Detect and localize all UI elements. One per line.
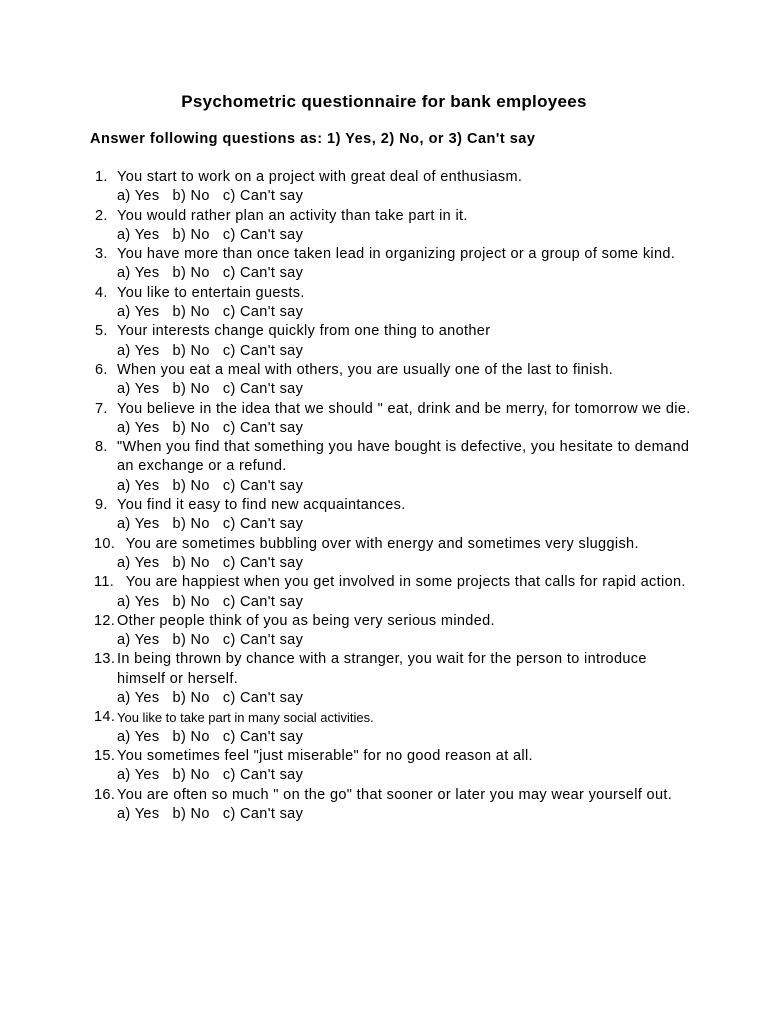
- question-item: [0, 400, 768, 439]
- question-number: 1.: [95, 169, 108, 185]
- answer-options: a) Yes b) No c) Can't say: [117, 767, 304, 784]
- question-number: 12.: [94, 612, 116, 629]
- question-text: You are often so much " on the go" that sooner or later you may wear yourself out.: [117, 786, 673, 803]
- question-text: You are happiest when you get involved in some projects that calls for rapid action.: [117, 574, 686, 591]
- question-text: You sometimes feel "just miserable" for no good reason at all.: [117, 747, 533, 764]
- question-item: [0, 207, 768, 246]
- question-item: [0, 168, 768, 207]
- answer-options: a) Yes b) No c) Can't say: [117, 342, 304, 359]
- question-item: [0, 284, 768, 323]
- answer-options: a) Yes b) No c) Can't say: [117, 419, 304, 436]
- question-text: You like to take part in many social activities.: [117, 710, 374, 726]
- question-number: 10.: [94, 535, 116, 552]
- question-text: You believe in the idea that we should " eat, drink and be merry, for tomorrow we die.: [117, 400, 691, 417]
- answer-options: a) Yes b) No c) Can't say: [117, 728, 304, 745]
- question-number: 11.: [94, 574, 115, 591]
- question-text: You find it easy to find new acquaintances.: [117, 497, 406, 514]
- question-number: 16.: [94, 786, 116, 803]
- question-item: [0, 438, 768, 496]
- question-list: [0, 168, 768, 824]
- question-item: [0, 322, 768, 361]
- question-number: 4.: [95, 284, 108, 301]
- answer-options: a) Yes b) No c) Can't say: [117, 690, 304, 707]
- question-text: You start to work on a project with great deal of enthusiasm.: [117, 169, 523, 185]
- question-text: Other people think of you as being very serious minded.: [117, 612, 495, 629]
- answer-options: a) Yes b) No c) Can't say: [117, 304, 304, 321]
- answer-options: a) Yes b) No c) Can't say: [117, 632, 304, 649]
- question-text: When you eat a meal with others, you are usually one of the last to finish.: [117, 361, 614, 378]
- question-number: 14.: [94, 709, 116, 726]
- question-number: 7.: [95, 400, 108, 417]
- answer-options: a) Yes b) No c) Can't say: [117, 226, 304, 243]
- question-number: 15.: [94, 747, 116, 764]
- question-item: [0, 573, 768, 612]
- answer-instruction: Answer following questions as: 1) Yes, 2) No, or 3) Can't say: [90, 131, 536, 147]
- question-item: [0, 708, 768, 747]
- question-number: 5.: [95, 323, 108, 340]
- question-number: 13.: [94, 651, 116, 668]
- question-item: [0, 650, 768, 708]
- question-text: You are sometimes bubbling over with energy and sometimes very sluggish.: [117, 535, 639, 552]
- answer-options: a) Yes b) No c) Can't say: [117, 381, 304, 398]
- question-text: You have more than once taken lead in organizing project or a group of some kind.: [117, 246, 676, 263]
- question-item: [0, 496, 768, 535]
- question-item: [0, 245, 768, 284]
- question-number: 2.: [95, 207, 108, 224]
- question-item: [0, 747, 768, 786]
- question-number: 3.: [95, 246, 108, 263]
- answer-options: a) Yes b) No c) Can't say: [117, 188, 304, 205]
- question-text: Your interests change quickly from one thing to another: [117, 323, 491, 340]
- answer-options: a) Yes b) No c) Can't say: [117, 805, 304, 822]
- answer-options: a) Yes b) No c) Can't say: [117, 265, 304, 282]
- question-text: In being thrown by chance with a stranger, you wait for the person to introduce himself or herself.: [117, 651, 652, 687]
- question-number: 8.: [95, 439, 108, 456]
- question-text: "When you find that something you have bought is defective, you hesitate to demand an exchange or a refund.: [117, 439, 694, 475]
- question-number: 9.: [95, 497, 108, 514]
- question-item: [0, 535, 768, 574]
- answer-options: a) Yes b) No c) Can't say: [117, 516, 304, 533]
- answer-options: a) Yes b) No c) Can't say: [117, 477, 304, 494]
- question-text: You like to entertain guests.: [117, 284, 305, 301]
- document-title: Psychometric questionnaire for bank employees: [181, 92, 587, 111]
- question-text: You would rather plan an activity than take part in it.: [117, 207, 468, 224]
- answer-options: a) Yes b) No c) Can't say: [117, 593, 304, 610]
- question-item: [0, 612, 768, 651]
- answer-options: a) Yes b) No c) Can't say: [117, 554, 304, 571]
- question-item: [0, 361, 768, 400]
- question-number: 6.: [95, 361, 108, 378]
- question-item: [0, 786, 768, 825]
